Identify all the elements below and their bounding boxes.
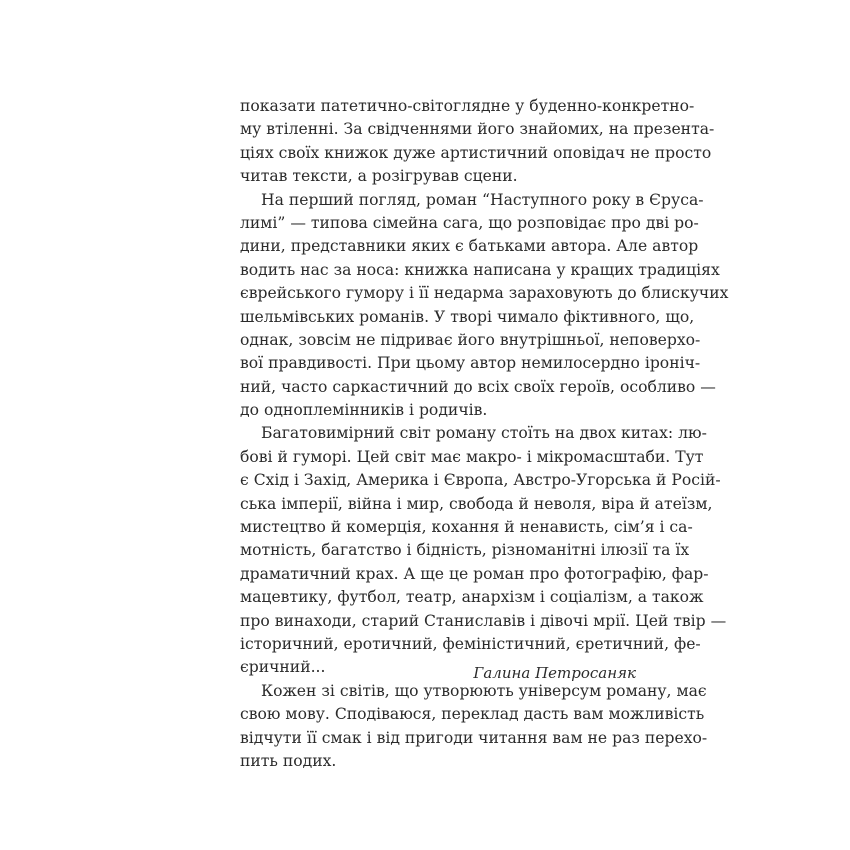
text-line: пить подих. bbox=[240, 751, 337, 770]
text-line: свою мову. Сподіваюся, переклад дасть вам можливість bbox=[240, 705, 705, 724]
text-line: ська імперії, війна і мир, свобода й неволя, віра й атеїзм, bbox=[240, 494, 713, 513]
text-line: єричний... bbox=[240, 658, 326, 677]
text-line: однак, зовсім не підриває його внутрішньої, неповерхо- bbox=[240, 330, 701, 349]
text-line: мацевтику, футбол, театр, анархізм і соціалізм, а також bbox=[240, 588, 704, 607]
text-line: єврейського гумору і її недарма зараховують до блискучих bbox=[240, 284, 729, 303]
text-line: відчути її смак і від пригоди читання вам не раз перехо- bbox=[240, 728, 708, 747]
text-line: показати патетично-світоглядне у буденно-конкретно- bbox=[240, 97, 695, 115]
text-line: читав тексти, а розігрував сцени. bbox=[240, 167, 518, 186]
text-line: є Схід і Захід, Америка і Європа, Австро-Угорська й Росій- bbox=[240, 471, 721, 490]
text-line: Кожен зі світів, що утворюють універсум роману, має bbox=[261, 681, 707, 700]
paragraph-1 bbox=[240, 95, 715, 189]
paragraph-2 bbox=[240, 189, 729, 423]
text-line: вої правдивості. При цьому автор немилосердно іроніч- bbox=[240, 354, 701, 373]
text-line: бові й гуморі. Цей світ має макро- і мікромасштаби. Тут bbox=[240, 447, 704, 466]
paragraph-4 bbox=[240, 680, 708, 774]
text-line: ний, часто саркастичний до всіх своїх героїв, особливо — bbox=[240, 377, 716, 396]
text-line: до одноплемінників і родичів. bbox=[240, 401, 488, 420]
text-line: історичний, еротичний, феміністичний, єретичний, фе- bbox=[240, 634, 701, 653]
text-line: про винаходи, старий Станиславів і дівочі мрії. Цей твір — bbox=[240, 611, 727, 630]
text-line: Багатовимірний світ роману стоїть на двох китах: лю- bbox=[261, 424, 707, 443]
text-line: мистецтво й комерція, кохання й ненависть, сім’я і са- bbox=[240, 518, 693, 537]
text-line: му втіленні. За свідченнями його знайомих, на презента- bbox=[240, 120, 715, 139]
text-line: мотність, багатство і бідність, різноманітні ілюзії та їх bbox=[240, 541, 690, 560]
author-signature: Галина Петросаняк bbox=[473, 664, 636, 682]
text-line: дини, представники яких є батьками автора. Але автор bbox=[240, 237, 699, 256]
text-line: шельмівських романів. У творі чимало фіктивного, що, bbox=[240, 307, 695, 326]
text-line: водить нас за носа: книжка написана у кращих традиціях bbox=[240, 260, 720, 279]
paragraph-3 bbox=[240, 422, 727, 679]
text-line: ціях своїх книжок дуже артистичний оповідач не просто bbox=[240, 143, 712, 162]
text-line: На перший погляд, роман “Наступного року в Єруса- bbox=[261, 190, 704, 209]
text-line: драматичний крах. А ще це роман про фотографію, фар- bbox=[240, 564, 709, 583]
text-line: лимі” — типова сімейна сага, що розповідає про дві ро- bbox=[240, 213, 699, 232]
